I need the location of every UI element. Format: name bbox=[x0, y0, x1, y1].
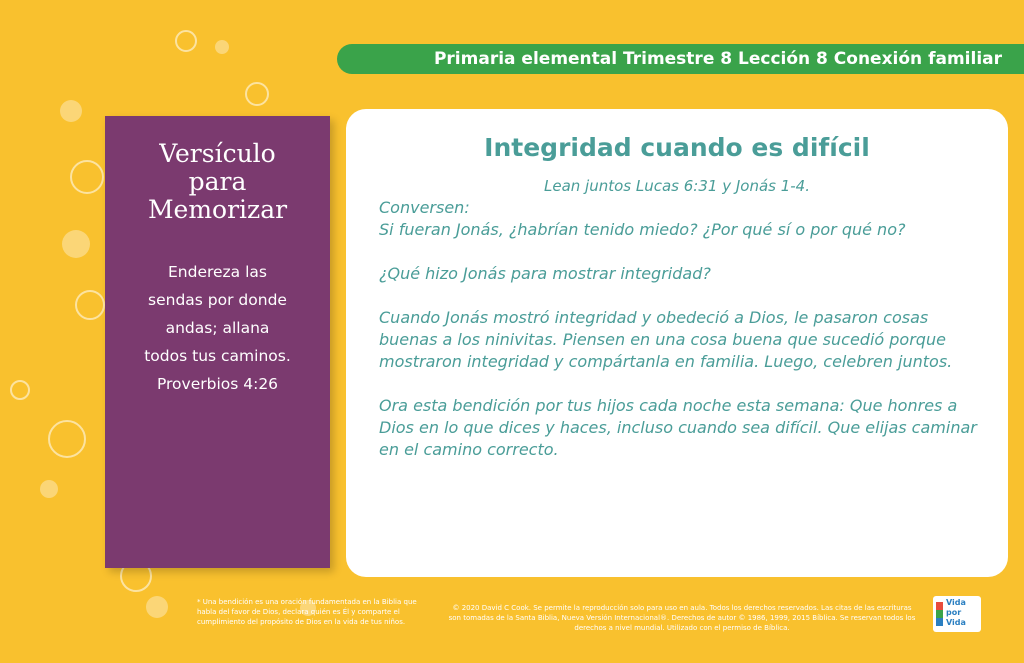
question-2: ¿Qué hizo Jonás para mostrar integridad? bbox=[379, 264, 711, 283]
activity-text: Cuando Jonás mostró integridad y obedeció a Dios, le pasaron cosas buenas a los ninivitas. Piensen en una cosa buena que sucedió porque mostraron integridad y compártanla en familia. Luego, celebren juntos. bbox=[379, 308, 953, 371]
family-connection-card bbox=[346, 109, 1008, 577]
blessing-footnote: * Una bendición es una oración fundamentada en la Biblia que habla del favor de Dios, declara quién es Él y comparte el cumplimiento del propósito de Dios en la vida de tus niños. bbox=[197, 598, 417, 626]
lesson-title: Integridad cuando es difícil bbox=[484, 133, 870, 162]
memory-title-line: Memorizar bbox=[147, 195, 288, 224]
memory-title-line: para bbox=[188, 167, 247, 196]
banner-text: Primaria elemental Trimestre 8 Lección 8 Conexión familiar bbox=[433, 49, 1002, 69]
logo-stripe bbox=[936, 602, 943, 626]
memory-verse-card bbox=[105, 116, 330, 568]
verse-line: todos tus caminos. bbox=[144, 347, 291, 365]
discussion-text bbox=[379, 197, 978, 483]
verse-line: sendas por donde bbox=[148, 291, 287, 309]
verse-reference: Proverbios 4:26 bbox=[156, 375, 279, 393]
reading-instruction: Lean juntos Lucas 6:31 y Jonás 1-4. bbox=[543, 177, 810, 195]
question-1: Si fueran Jonás, ¿habrían tenido miedo? ¿Por qué sí o por qué no? bbox=[379, 220, 906, 239]
verse-line: andas; allana bbox=[165, 319, 270, 337]
vida-por-vida-logo bbox=[933, 596, 981, 632]
verse-line: Endereza las bbox=[167, 263, 267, 281]
copyright-notice: © 2020 David C Cook. Se permite la reproducción solo para uso en aula. Todos los derechos reservados. Las citas de las escrituras son tomadas de la Santa Biblia, Nueva Versión Internacional®. Derechos de autor © 1986, 1999, 2015 Bíblica. Se reservan todos los derechos a nivel mundial. Utilizado con el permiso de Bíblica. bbox=[448, 604, 916, 632]
logo-line: Vida bbox=[946, 598, 966, 607]
memory-title-line: Versículo bbox=[159, 139, 276, 168]
logo-line: por bbox=[946, 608, 962, 617]
discussion-heading: Conversen: bbox=[379, 198, 470, 217]
lesson-banner bbox=[337, 44, 1024, 74]
logo-line: Vida bbox=[946, 618, 966, 627]
logo-text bbox=[946, 598, 966, 628]
blessing-text: Ora esta bendición por tus hijos cada noche esta semana: Que honres a Dios en lo que dices y haces, incluso cuando sea difícil. Que elijas caminar en el camino correcto. bbox=[379, 396, 977, 459]
memory-verse-text bbox=[119, 258, 316, 398]
memory-verse-title bbox=[105, 140, 330, 224]
